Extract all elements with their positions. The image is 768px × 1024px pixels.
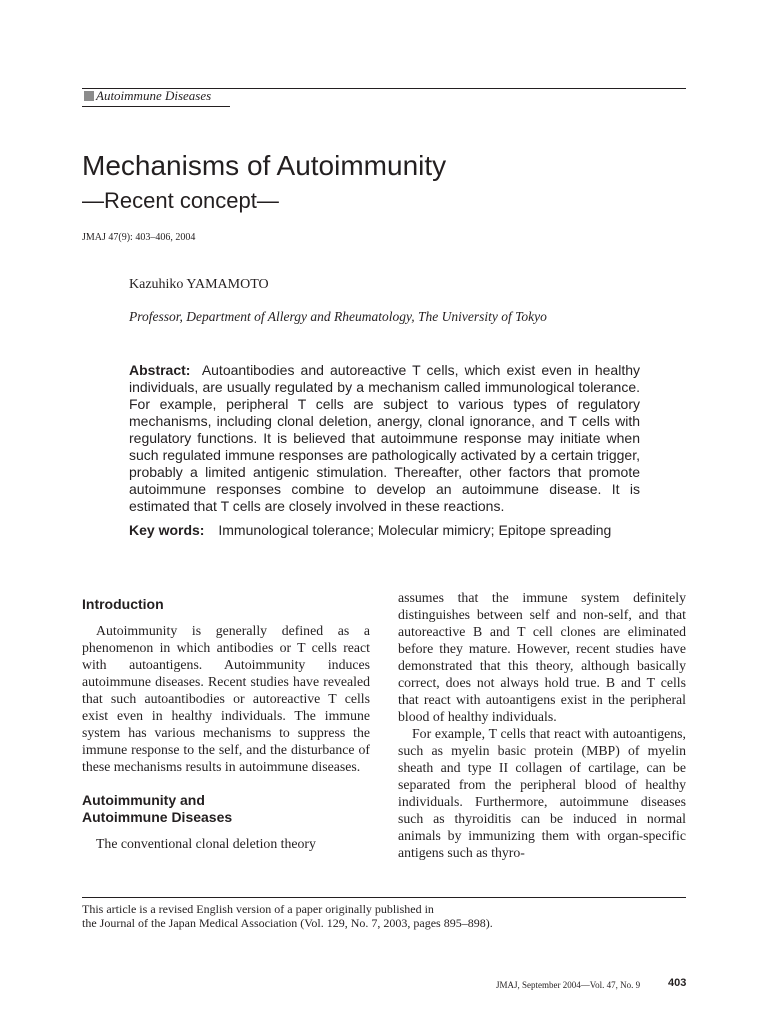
intro-paragraph: Autoimmunity is generally defined as a phenomenon in which antibodies or T cells react with autoantigens. Autoimmunity induces autoimmune diseases. Recent studies have revealed that such autoantibodies or autoreactive T cells exist even in healthy individuals. The immune system has various mechanisms to suppress the immune response to the self, and the disturbance of these mechanisms results in autoimmune diseases. xyxy=(82,623,370,774)
footnote xyxy=(82,902,493,930)
author-affiliation: Professor, Department of Allergy and Rheumatology, The University of Tokyo xyxy=(129,309,547,324)
page-number: 403 xyxy=(668,977,687,989)
category-marker-icon xyxy=(84,91,94,101)
footnote-line-2: the Journal of the Japan Medical Association (Vol. 129, No. 7, 2003, pages 895–898). xyxy=(82,916,493,930)
right-paragraph-1: assumes that the immune system definitely distinguishes between self and non-self, and that autoreactive B and T cell clones are eliminated before they mature. However, recent studies have demonstrated that this theory, although basically correct, does not always hold true. B and T cells that react with autoantigens exist in the peripheral blood of healthy individuals. xyxy=(398,590,686,724)
journal-footer: JMAJ, September 2004—Vol. 47, No. 9 xyxy=(496,980,641,990)
section2-paragraph-start: The conventional clonal deletion theory xyxy=(96,836,316,851)
citation: JMAJ 47(9): 403–406, 2004 xyxy=(82,232,196,243)
article-subtitle: —Recent concept— xyxy=(82,188,279,213)
keywords-heading: Key words: xyxy=(129,522,205,538)
section-heading-autoimmunity xyxy=(82,792,370,826)
article-title: Mechanisms of Autoimmunity xyxy=(82,150,447,181)
section-heading-introduction: Introduction xyxy=(82,596,164,612)
left-column xyxy=(82,596,370,852)
abstract xyxy=(129,362,640,515)
keywords xyxy=(129,522,611,539)
abstract-text: Autoantibodies and autoreactive T cells, which exist even in healthy individuals, are usually regulated by a mechanism called immunological tolerance. For example, peripheral T cells are subject to various types of regulatory mechanisms, including clonal deletion, anergy, clonal ignorance, and T cells with regulatory functions. It is believed that autoimmune response may initiate when such regulated immune responses are pathologically activated by a certain trigger, probably a limited antigenic stimulation. Thereafter, other factors that promote autoimmune responses combine to develop an autoimmune disease. It is estimated that T cells are closely involved in these reactions. xyxy=(129,362,640,514)
section-heading-line2: Autoimmune Diseases xyxy=(82,809,233,825)
keywords-list: Immunological tolerance; Molecular mimicry; Epitope spreading xyxy=(218,522,612,538)
category-label: Autoimmune Diseases xyxy=(96,88,212,103)
right-column xyxy=(398,589,686,861)
author-name: Kazuhiko YAMAMOTO xyxy=(129,277,269,292)
right-paragraph-2: For example, T cells that react with autoantigens, such as myelin basic protein (MBP) of myelin sheath and type II collagen of cartilage, can be separated from the peripheral blood of healthy individuals. Furthermore, autoimmune diseases such as thyroiditis can be induced in normal animals by immunizing them with organ-specific antigens such as thyro- xyxy=(398,726,686,860)
footnote-rule xyxy=(82,897,686,898)
footnote-line-1: This article is a revised English version of a paper originally published in xyxy=(82,902,434,916)
section-heading-line1: Autoimmunity and xyxy=(82,792,205,808)
category-underline xyxy=(82,106,230,107)
abstract-heading: Abstract: xyxy=(129,362,191,378)
